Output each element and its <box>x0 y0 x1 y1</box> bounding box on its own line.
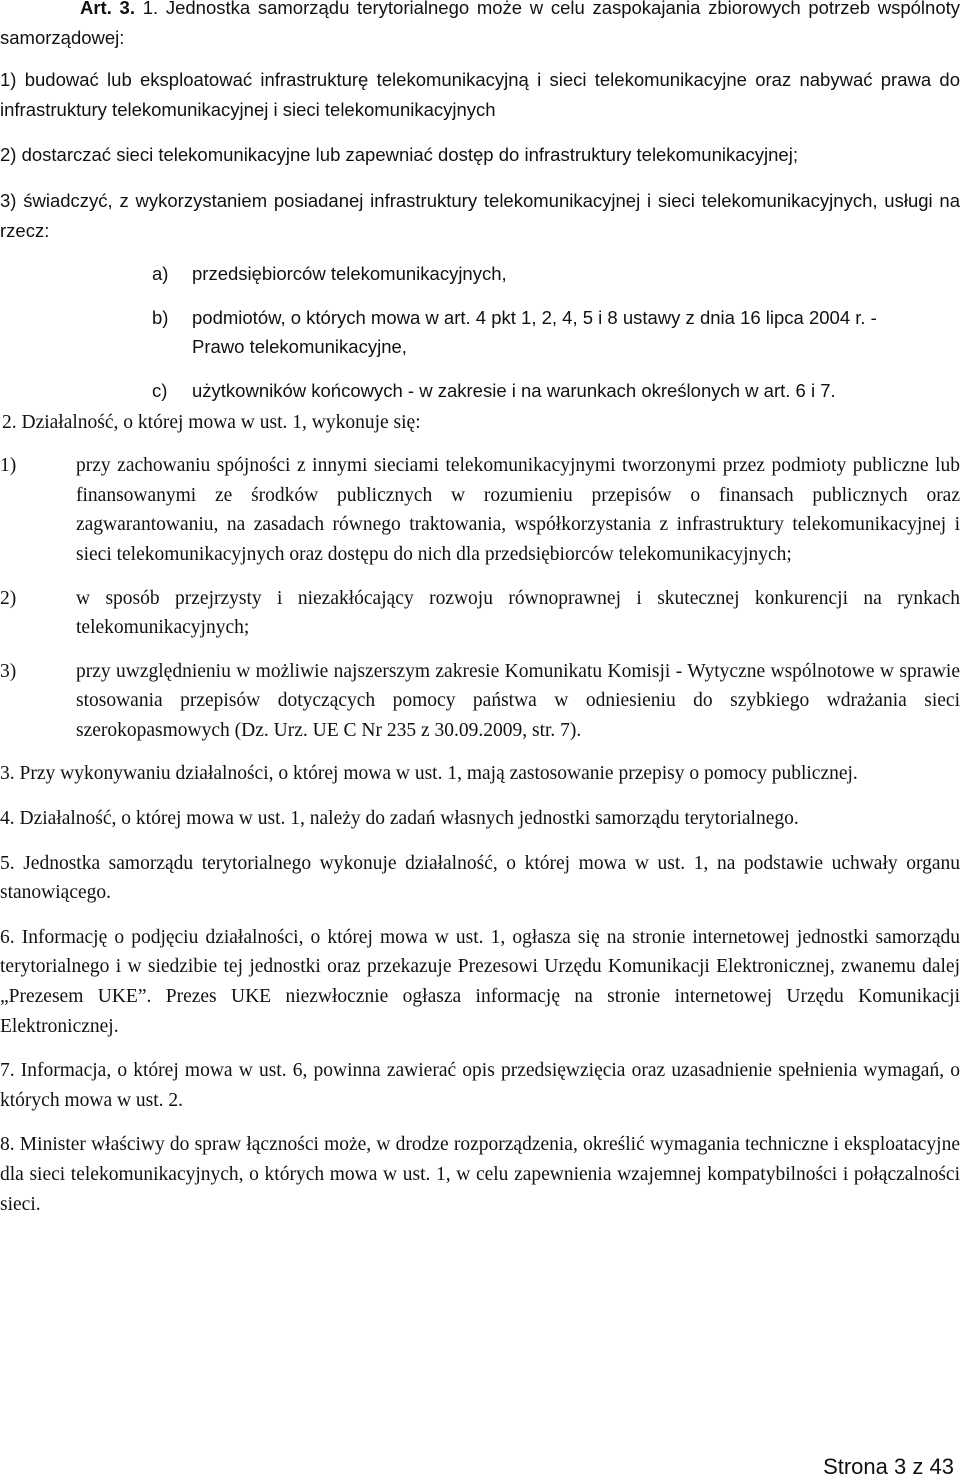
page-number <box>823 1452 954 1482</box>
paragraph-2-intro <box>0 408 960 438</box>
list-item-label: 2) <box>0 144 17 166</box>
list-item <box>0 140 960 170</box>
list-item-label: 1) <box>0 69 17 91</box>
list-item <box>0 451 960 569</box>
list-item-label: 3) <box>0 189 17 211</box>
page-label: Strona <box>823 1454 888 1479</box>
paragraph: 3. Przy wykonywaniu działalności, o której mowa w ust. 1, mają zastosowanie przepisy o pomocy publicznej. <box>0 763 858 785</box>
page-current: 3 <box>894 1454 907 1479</box>
list-paragraph-2 <box>0 451 960 745</box>
sub-list-label: b) <box>152 306 169 328</box>
list-item <box>0 65 960 124</box>
list-paragraph-1 <box>0 65 960 405</box>
sub-list-item <box>0 259 960 289</box>
sub-list-text: przedsiębiorców telekomunikacyjnych, <box>192 263 507 285</box>
list-item-label: 1) <box>0 455 17 477</box>
list-item <box>0 584 960 643</box>
paragraph-label: 1. <box>142 0 159 18</box>
list-item-text: budować lub eksploatować infrastrukturę telekomunikacyjną i sieci telekomunikacyjne oraz nabywać prawa do infrastruktury telekomunikacyjnej i sieci telekomunikacyjnych <box>0 69 960 120</box>
page-total: 43 <box>929 1454 954 1479</box>
sub-list-item <box>0 303 960 362</box>
paragraph: 6. Informację o podjęciu działalności, o której mowa w ust. 1, ogłasza się na stronie internetowej jednostki samorządu terytorialnego i w siedzibie tej jednostki oraz przekazuje Prezesowi Urzędu Komunikacji Elektronicznej, zwanemu dalej „Prezesem UKE”. Prezes UKE niezwłocznie ogłasza informację na stronie internetowej Urzędu Komunikacji Elektronicznej. <box>0 926 960 1037</box>
article-intro <box>0 0 960 52</box>
list-item <box>0 186 960 245</box>
list-item-text: przy zachowaniu spójności z innymi sieciami telekomunikacyjnymi tworzonymi przez podmioty publiczne lub finansowanymi ze środków publicznych w rozumieniu przepisów o finansach publicznych oraz zagwarantowaniu, na zasadach równego traktowania, współkorzystania z infrastruktury telekomunikacyjnej i sieci telekomunikacyjnych oraz dostępu do nich dla przedsiębiorców telekomunikacyjnych; <box>76 455 960 565</box>
sub-list-label: c) <box>152 379 168 401</box>
list-item-text: dostarczać sieci telekomunikacyjne lub zapewniać dostęp do infrastruktury telekomunikacyjnej; <box>21 144 798 166</box>
list-item-text: w sposób przejrzysty i niezakłócający rozwoju równoprawnej i skutecznej konkurencji na rynkach telekomunikacyjnych; <box>76 587 960 639</box>
paragraph: 8. Minister właściwy do spraw łączności może, w drodze rozporządzenia, określić wymagania techniczne i eksploatacyjne dla sieci telekomunikacyjnych, o których mowa w ust. 1, w celu zapewnienia wzajemnej kompatybilności i połączalności sieci. <box>0 1134 960 1215</box>
paragraph: 5. Jednostka samorządu terytorialnego wykonuje działalność, o której mowa w ust. 1, na podstawie uchwały organu stanowiącego. <box>0 852 960 904</box>
paragraph: 4. Działalność, o której mowa w ust. 1, należy do zadań własnych jednostki samorządu terytorialnego. <box>0 808 799 830</box>
sub-list-label: a) <box>152 263 169 285</box>
paragraph-text: Jednostka samorządu terytorialnego może w celu zaspokajania zbiorowych potrzeb wspólnoty samorządowej: <box>0 0 960 48</box>
sub-list-text: podmiotów, o których mowa w art. 4 pkt 1, 2, 4, 5 i 8 ustawy z dnia 16 lipca 2004 r. - Prawo telekomunikacyjne, <box>192 306 877 358</box>
paragraph: 7. Informacja, o której mowa w ust. 6, powinna zawierać opis przedsięwzięcia oraz uzasadnienie spełnienia wymagań, o których mowa w ust. 2. <box>0 1060 960 1111</box>
list-item-label: 2) <box>0 587 17 609</box>
sub-list-text: użytkowników końcowych - w zakresie i na warunkach określonych w art. 6 i 7. <box>192 379 836 401</box>
sub-list-item <box>0 376 960 406</box>
page-separator: z <box>912 1454 924 1479</box>
list-item-text: świadczyć, z wykorzystaniem posiadanej infrastruktury telekomunikacyjnej i sieci telekomunikacyjnych, usługi na rzecz: <box>0 189 960 241</box>
paragraphs-3-8 <box>0 759 960 1219</box>
list-item-label: 3) <box>0 660 17 682</box>
list-item <box>0 657 960 746</box>
article-heading: Art. 3. <box>80 0 135 18</box>
paragraph-text: 2. Działalność, o której mowa w ust. 1, wykonuje się: <box>2 411 421 433</box>
list-item-text: przy uwzględnieniu w możliwie najszerszym zakresie Komunikatu Komisji - Wytyczne wspólnotowe w sprawie stosowania przepisów dotyczących pomocy państwa w odniesieniu do szybkiego wdrażania sieci szerokopasmowych (Dz. Urz. UE C Nr 235 z 30.09.2009, str. 7). <box>76 660 960 741</box>
